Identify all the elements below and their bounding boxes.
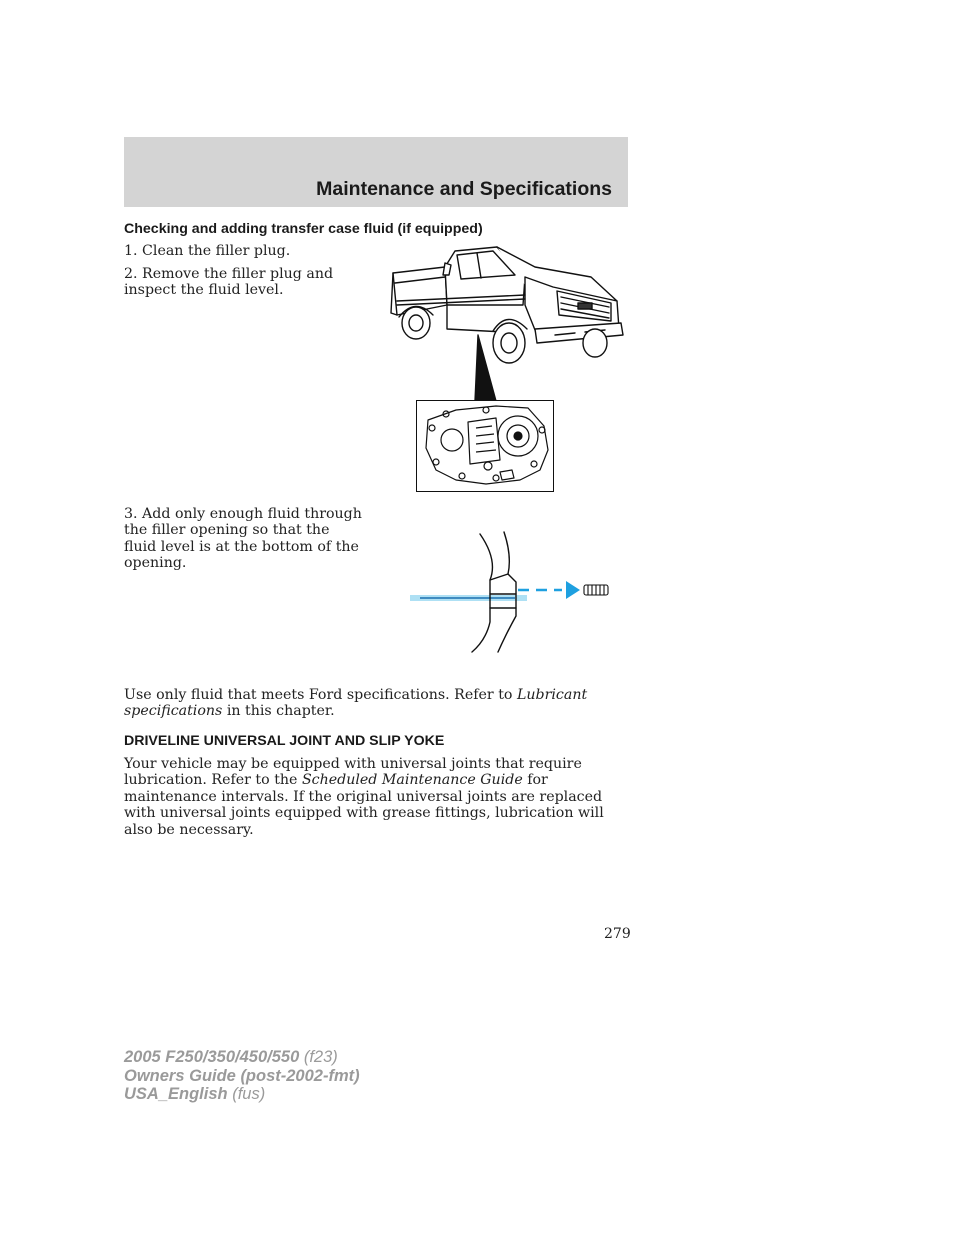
step-1-text: 1. Clean the filler plug. bbox=[124, 243, 291, 259]
step-3-text: 3. Add only enough fluid through the filler opening so that the fluid level is at the bottom of the opening. bbox=[124, 506, 362, 572]
footer-line-1 bbox=[124, 1048, 360, 1067]
footer bbox=[124, 1048, 360, 1104]
footer-line-2 bbox=[124, 1067, 360, 1086]
footer-model: 2005 F250/350/450/550 bbox=[124, 1048, 300, 1066]
lubricant-note-text: Use only fluid that meets Ford specifications. Refer to bbox=[124, 687, 517, 703]
footer-language: USA_English bbox=[124, 1085, 228, 1103]
section-heading-transfer-case: Checking and adding transfer case fluid (if equipped) bbox=[124, 221, 483, 237]
header-band bbox=[124, 137, 628, 207]
lubricant-note-text-end: in this chapter. bbox=[222, 703, 335, 720]
driveline-text: Your vehicle may be equipped with universal joints that require lubrication. Refer to the bbox=[124, 756, 582, 789]
fluid-fill-illustration bbox=[410, 530, 615, 655]
footer-language-code: (fus) bbox=[227, 1085, 266, 1103]
footer-line-3 bbox=[124, 1085, 360, 1104]
driveline-paragraph bbox=[124, 756, 624, 838]
page-number: 279 bbox=[604, 926, 631, 942]
driveline-text-end: for maintenance intervals. If the original universal joints are replaced with universal joints equipped with grease fittings, lubrication will also be necessary. bbox=[124, 772, 604, 838]
page-title: Maintenance and Specifications bbox=[316, 178, 612, 200]
lubricant-note bbox=[124, 687, 628, 720]
footer-guide: Owners Guide (post-2002-fmt) bbox=[124, 1066, 360, 1085]
truck-illustration bbox=[385, 243, 625, 403]
section-heading-driveline: DRIVELINE UNIVERSAL JOINT AND SLIP YOKE bbox=[124, 733, 445, 749]
scheduled-maintenance-guide-reference: Scheduled Maintenance Guide bbox=[301, 772, 523, 789]
lubricant-specifications-reference: Lubricant specifications bbox=[124, 687, 588, 720]
transfer-case-illustration bbox=[416, 400, 554, 492]
step-2-text: 2. Remove the filler plug and inspect the fluid level. bbox=[124, 266, 334, 299]
footer-model-code: (f23) bbox=[299, 1048, 338, 1066]
